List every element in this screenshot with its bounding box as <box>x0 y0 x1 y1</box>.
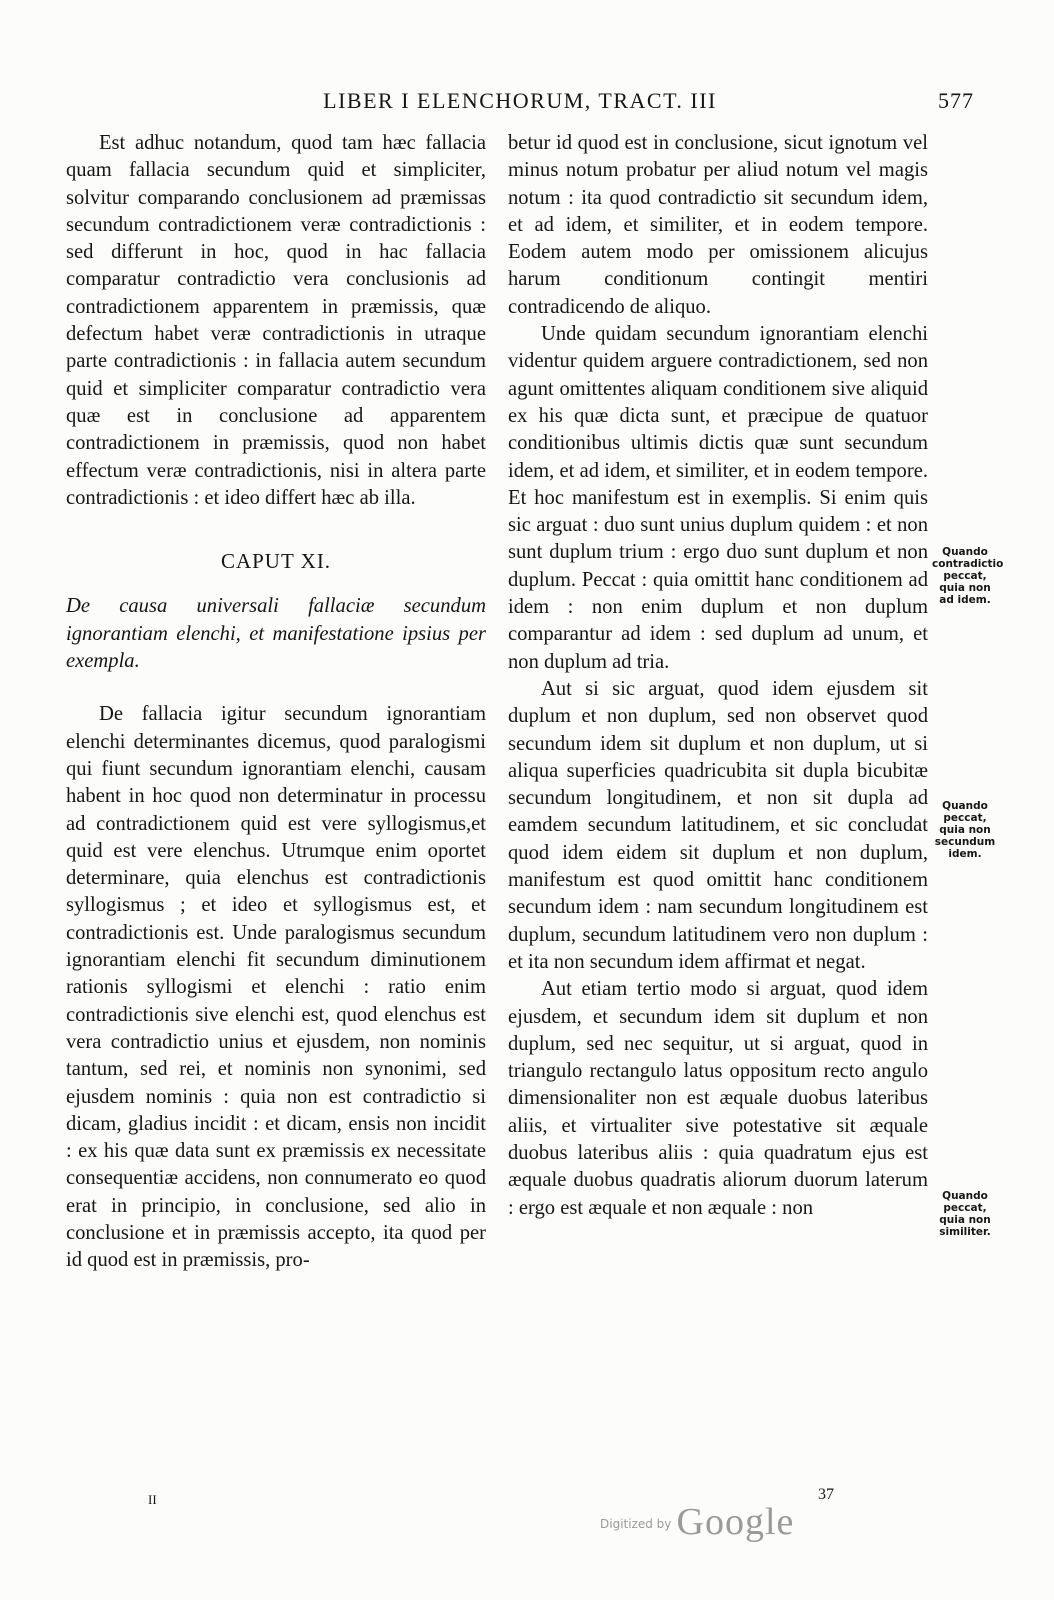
margin-note: Quando peccat, quia non similiter. <box>939 1190 991 1238</box>
signature-mark: II <box>148 1492 157 1507</box>
paragraph: Aut etiam tertio modo si arguat, quod idem ejusdem, et secundum idem sit duplum et non duplum, sed nec sequitur, ut si arguat, quod in triangulo rectangulo latus oppositum recto angulo dimensionaliter non est æquale duobus lateribus aliis, et virtualiter sive potestative sit æquale duobus lateribus aliis : quia quadratum ejus est æquale duobus quadratis aliorum duorum laterum : ergo est æquale et non æquale : non <box>508 978 928 1219</box>
digitized-label: Digitized by <box>600 1517 672 1531</box>
margin-note: Quando peccat, quia non secundum idem. <box>934 800 996 860</box>
paragraph: betur id quod est in conclusione, sicut ignotum vel minus notum probatur per aliud notum vel magis notum : ita quod contradictio sit secundum idem, et ad idem, et similiter, et in eodem tempore. Eodem autem modo per omissionem alicujus harum conditionum contingit mentiri contradicendo de aliquo. <box>508 132 928 318</box>
right-column <box>508 130 928 1222</box>
margin-note: Quando contradictio peccat, quia non ad idem. <box>932 546 1004 606</box>
chapter-subtitle: De causa universali fallaciæ secundum ignorantiam elenchi, et manifestatione ipsius per exempla. <box>66 595 486 673</box>
paragraph: De fallacia igitur secundum ignorantiam elenchi determinantes dicemus, quod paralogismi qui fiunt secundum ignorantiam elenchi, causam habent in hoc quod non determinatur in processu ad contradictionem quid est vere syllogismus,et quid est vere elenchus. Utrumque enim oportet determinare, quia elenchus est contradictionis syllogismus ; et ideo et syllogismus est, et contradictionis est. Unde paralogismus secundum ignorantiam elenchi fit secundum diminutionem rationis syllogismi et elenchi : ratio enim contradictionis sive elenchi est, quod elenchus est vera contradictio unius et ejusdem, non nominis tantum, sed rei, et nominis non synonimi, sed ejusdem nominis : quia non est contradictio si dicam, gladius incidit : et dicam, ensis non incidit : ex his quæ data sunt ex præmissis ex necessitate consequentiæ accidens, non connumerato eo quod erat in principio, in conclusione, sed alio in conclusione et in præmissis accepto, ita quod per id quod est in præmissis, pro- <box>66 703 486 1272</box>
digitized-watermark <box>600 1500 794 1544</box>
paragraph: Unde quidam secundum ignorantiam elenchi videntur quidem arguere contradictionem, sed non agunt omittentes aliquam conditionem sive aliquid ex his quæ dicta sunt, et præcipue de quatuor conditionibus ultimis dictis quæ sunt secundum idem, et ad idem, et similiter, et in eodem tempore. Et hoc manifestum est in exemplis. Si enim quis sic arguat : duo sunt unius duplum quidem : et non sunt duplum trium : ergo duo sunt duplum et non duplum. Peccat : quia omittit hanc conditionem ad idem : non enim duplum et non duplum comparantur ad idem : sed duplum ad unum, et non duplum ad tria. <box>508 323 928 673</box>
gathering-number: 37 <box>818 1486 834 1503</box>
google-logo: Google <box>676 1501 795 1543</box>
running-title: LIBER I ELENCHORUM, TRACT. III <box>323 88 717 113</box>
paragraph: Est adhuc notandum, quod tam hæc fallacia quam fallacia secundum quid et simpliciter, solvitur comparando conclusionem ad præmissas secundum contradictionem veræ contradictionis : sed differunt in hoc, quod in hac fallacia comparatur contradictio vera conclusionis ad contradictionem apparentem in præmissis, quæ defectum habet veræ contradictionis in utraque parte contradictionis : in fallacia autem secundum quid et simpliciter comparatur contradictio vera quæ est in conclusione ad apparentem contradictionem in præmissis, quod non habet effectum veræ contradictionis, nisi in altera parte contradictionis : et ideo differt hæc ab illa. <box>66 132 486 509</box>
left-column <box>66 130 486 1275</box>
paragraph: Aut si sic arguat, quod idem ejusdem sit duplum et non duplum, sed non observet quod secundum idem sit duplum et non duplum, ut si aliqua superficies quadricubita sit dupla bicubitæ secundum longitudinem, et non sit dupla ad eamdem secundum latitudinem, et sic concludat quod idem eidem sit duplum et non duplum, manifestum est quod omittit hanc conditionem secundum idem : nam secundum longitudinem est duplum, secundum latitudinem vero non duplum : et ita non secundum idem affirmat et negat. <box>508 677 928 973</box>
chapter-heading: CAPUT XI. <box>220 549 332 574</box>
page-number: 577 <box>938 88 974 113</box>
running-header <box>60 82 980 122</box>
